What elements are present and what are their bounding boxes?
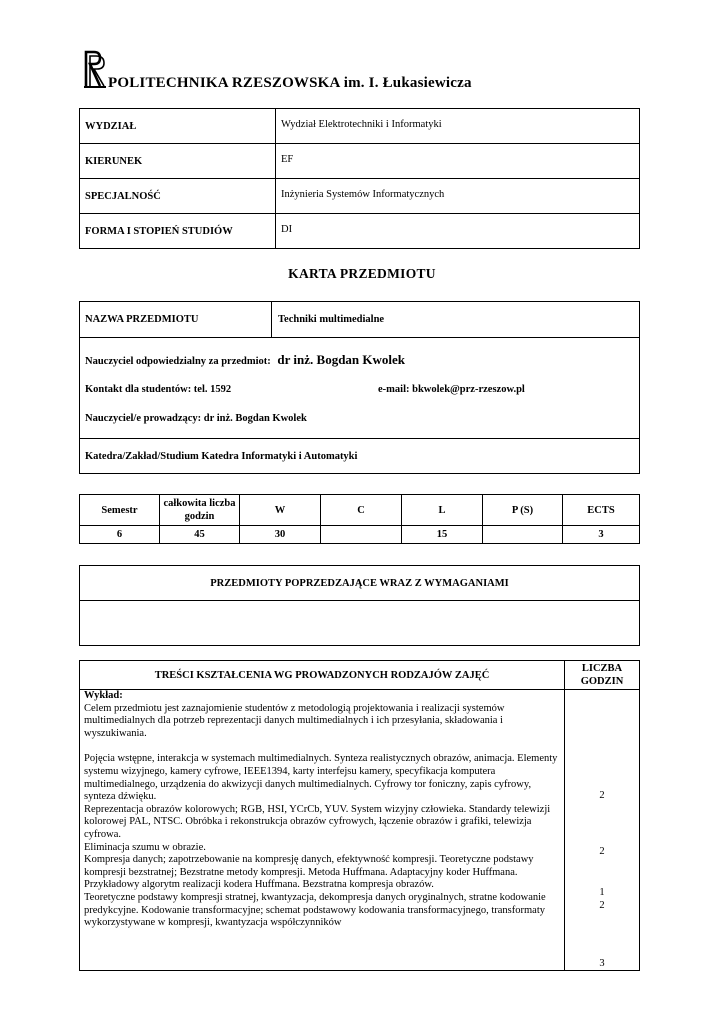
topic-hours: 3	[599, 958, 605, 969]
table-row	[80, 302, 640, 338]
hours-value-l: 15	[402, 526, 483, 544]
info-value-field: EF	[276, 144, 640, 179]
info-key-specialty: SPECJALNOŚĆ	[80, 179, 276, 214]
department-line: Katedra/Zakład/Studium Katedra Informatyki i Automatyki	[80, 439, 640, 474]
topic-item: Eliminacja szumu w obrazie.	[84, 841, 206, 853]
hours-header-ects: ECTS	[563, 495, 640, 526]
hours-value-ects: 3	[563, 526, 640, 544]
table-row	[80, 338, 640, 439]
study-info-table	[79, 108, 640, 249]
table-row	[80, 214, 640, 249]
table-row	[80, 495, 640, 526]
hours-header-c: C	[321, 495, 402, 526]
info-value-specialty: Inżynieria Systemów Informatycznych	[276, 179, 640, 214]
responsible-value: dr inż. Bogdan Kwolek	[277, 352, 406, 367]
content-intro: Celem przedmiotu jest zaznajomienie studentów z metodologią projektowania i realizacji systemów multimedialnych dla potrzeb reprezentacji danych multimedialnych i ich przesyłania, składowania i wyszukiwania.	[84, 702, 505, 739]
lecture-label: Wykład:	[84, 690, 123, 701]
hours-header-p: P (S)	[483, 495, 563, 526]
hours-value-c	[321, 526, 402, 544]
hours-value-p	[483, 526, 563, 544]
content-hours	[565, 690, 640, 971]
teachers-line: Nauczyciel/e prowadzący: dr inż. Bogdan Kwolek	[85, 413, 307, 424]
table-row	[80, 566, 640, 601]
hours-value-total: 45	[160, 526, 240, 544]
topic-item: Reprezentacja obrazów kolorowych; RGB, HSI, YCrCb, YUV. System wizyjny człowieka. Standardy telewizji kolorowej PAL, NTSC. Obróbka i rekonstrukcja obrazów cyfrowych, łączenie obrazów i grafiki, telewizja cyfrowa.	[84, 803, 551, 840]
info-key-form: FORMA I STOPIEŃ STUDIÓW	[80, 214, 276, 249]
info-value-faculty: Wydział Elektrotechniki i Informatyki	[276, 109, 640, 144]
table-row	[80, 601, 640, 646]
hours-header-total: całkowita liczba godzin	[160, 495, 240, 526]
prerequisites-table	[79, 565, 640, 646]
topic-item: Pojęcia wstępne, interakcja w systemach multimedialnych. Synteza realistycznych obrazów, animacja. Elementy systemu wizyjnego, kamery cyfrowe, IEEE1394, karty interfejsu kamery, specyfikacja komputera multimedialnego, urządzenia do akwizycji danych multimedialnych. Cyfrowy tor foniczny, zapis cyfrowy, synteza dźwięku.	[84, 753, 558, 803]
hours-header-w: W	[240, 495, 321, 526]
table-row	[80, 661, 640, 690]
table-row	[80, 690, 640, 971]
content-title: TREŚCI KSZTAŁCENIA WG PROWADZONYCH RODZAJÓW ZAJĘĆ	[80, 661, 565, 690]
page-title: KARTA PRZEDMIOTU	[288, 266, 436, 281]
prerequisites-body	[80, 601, 640, 646]
info-value-form: DI	[276, 214, 640, 249]
subject-name-value: Techniki multimedialne	[272, 302, 640, 338]
info-key-faculty: WYDZIAŁ	[80, 109, 276, 144]
table-row	[80, 179, 640, 214]
content-body	[80, 690, 565, 971]
content-table	[79, 660, 640, 971]
topic-hours: 2	[599, 846, 605, 857]
topic-hours: 2	[599, 790, 605, 801]
contact-email: e-mail: bkwolek@prz-rzeszow.pl	[378, 384, 525, 395]
subject-table	[79, 301, 640, 474]
table-row	[80, 144, 640, 179]
hours-header-l: L	[402, 495, 483, 526]
responsible-line	[85, 352, 405, 368]
topic-hours: 2	[599, 900, 605, 911]
subject-name-label: NAZWA PRZEDMIOTU	[80, 302, 272, 338]
table-row	[80, 526, 640, 544]
hours-header-semester: Semestr	[80, 495, 160, 526]
topic-item: Kompresja danych; zapotrzebowanie na kompresję danych, efektywność kompresji. Teoretyczne podstawy kompresji bezstratnej; Bezstratne metody kompresji. Metoda Huffmana. Adaptacyjny koder Huffmana. Przykładowy algorytm realizacji kodera Huffmana. Bezstratna kompresja obrazów.	[84, 854, 534, 891]
university-name: POLITECHNIKA RZESZOWSKA im. I. Łukasiewicza	[108, 75, 472, 91]
hours-table	[79, 494, 640, 544]
info-key-field: KIERUNEK	[80, 144, 276, 179]
hours-value-semester: 6	[80, 526, 160, 544]
teacher-info	[80, 338, 640, 439]
responsible-label: Nauczyciel odpowiedzialny za przedmiot:	[85, 356, 271, 367]
topic-item: Teoretyczne podstawy kompresji stratnej, kwantyzacja, dekompresja danych oryginalnych, stratne kodowanie predykcyjne. Kodowanie transformacyjne; schemat podstawowy kodowania transformacyjnego, transformaty wykorzystywane w kompresji, kwantyzacja współczynników	[84, 891, 546, 929]
content-hours-header: LICZBA GODZIN	[565, 661, 640, 690]
contact-phone: Kontakt dla studentów: tel. 1592	[85, 384, 232, 395]
table-row	[80, 439, 640, 474]
university-logo-icon	[84, 50, 106, 88]
topic-hours: 1	[599, 887, 605, 898]
table-row	[80, 109, 640, 144]
hours-value-w: 30	[240, 526, 321, 544]
prerequisites-title: PRZEDMIOTY POPRZEDZAJĄCE WRAZ Z WYMAGANIAMI	[80, 566, 640, 601]
